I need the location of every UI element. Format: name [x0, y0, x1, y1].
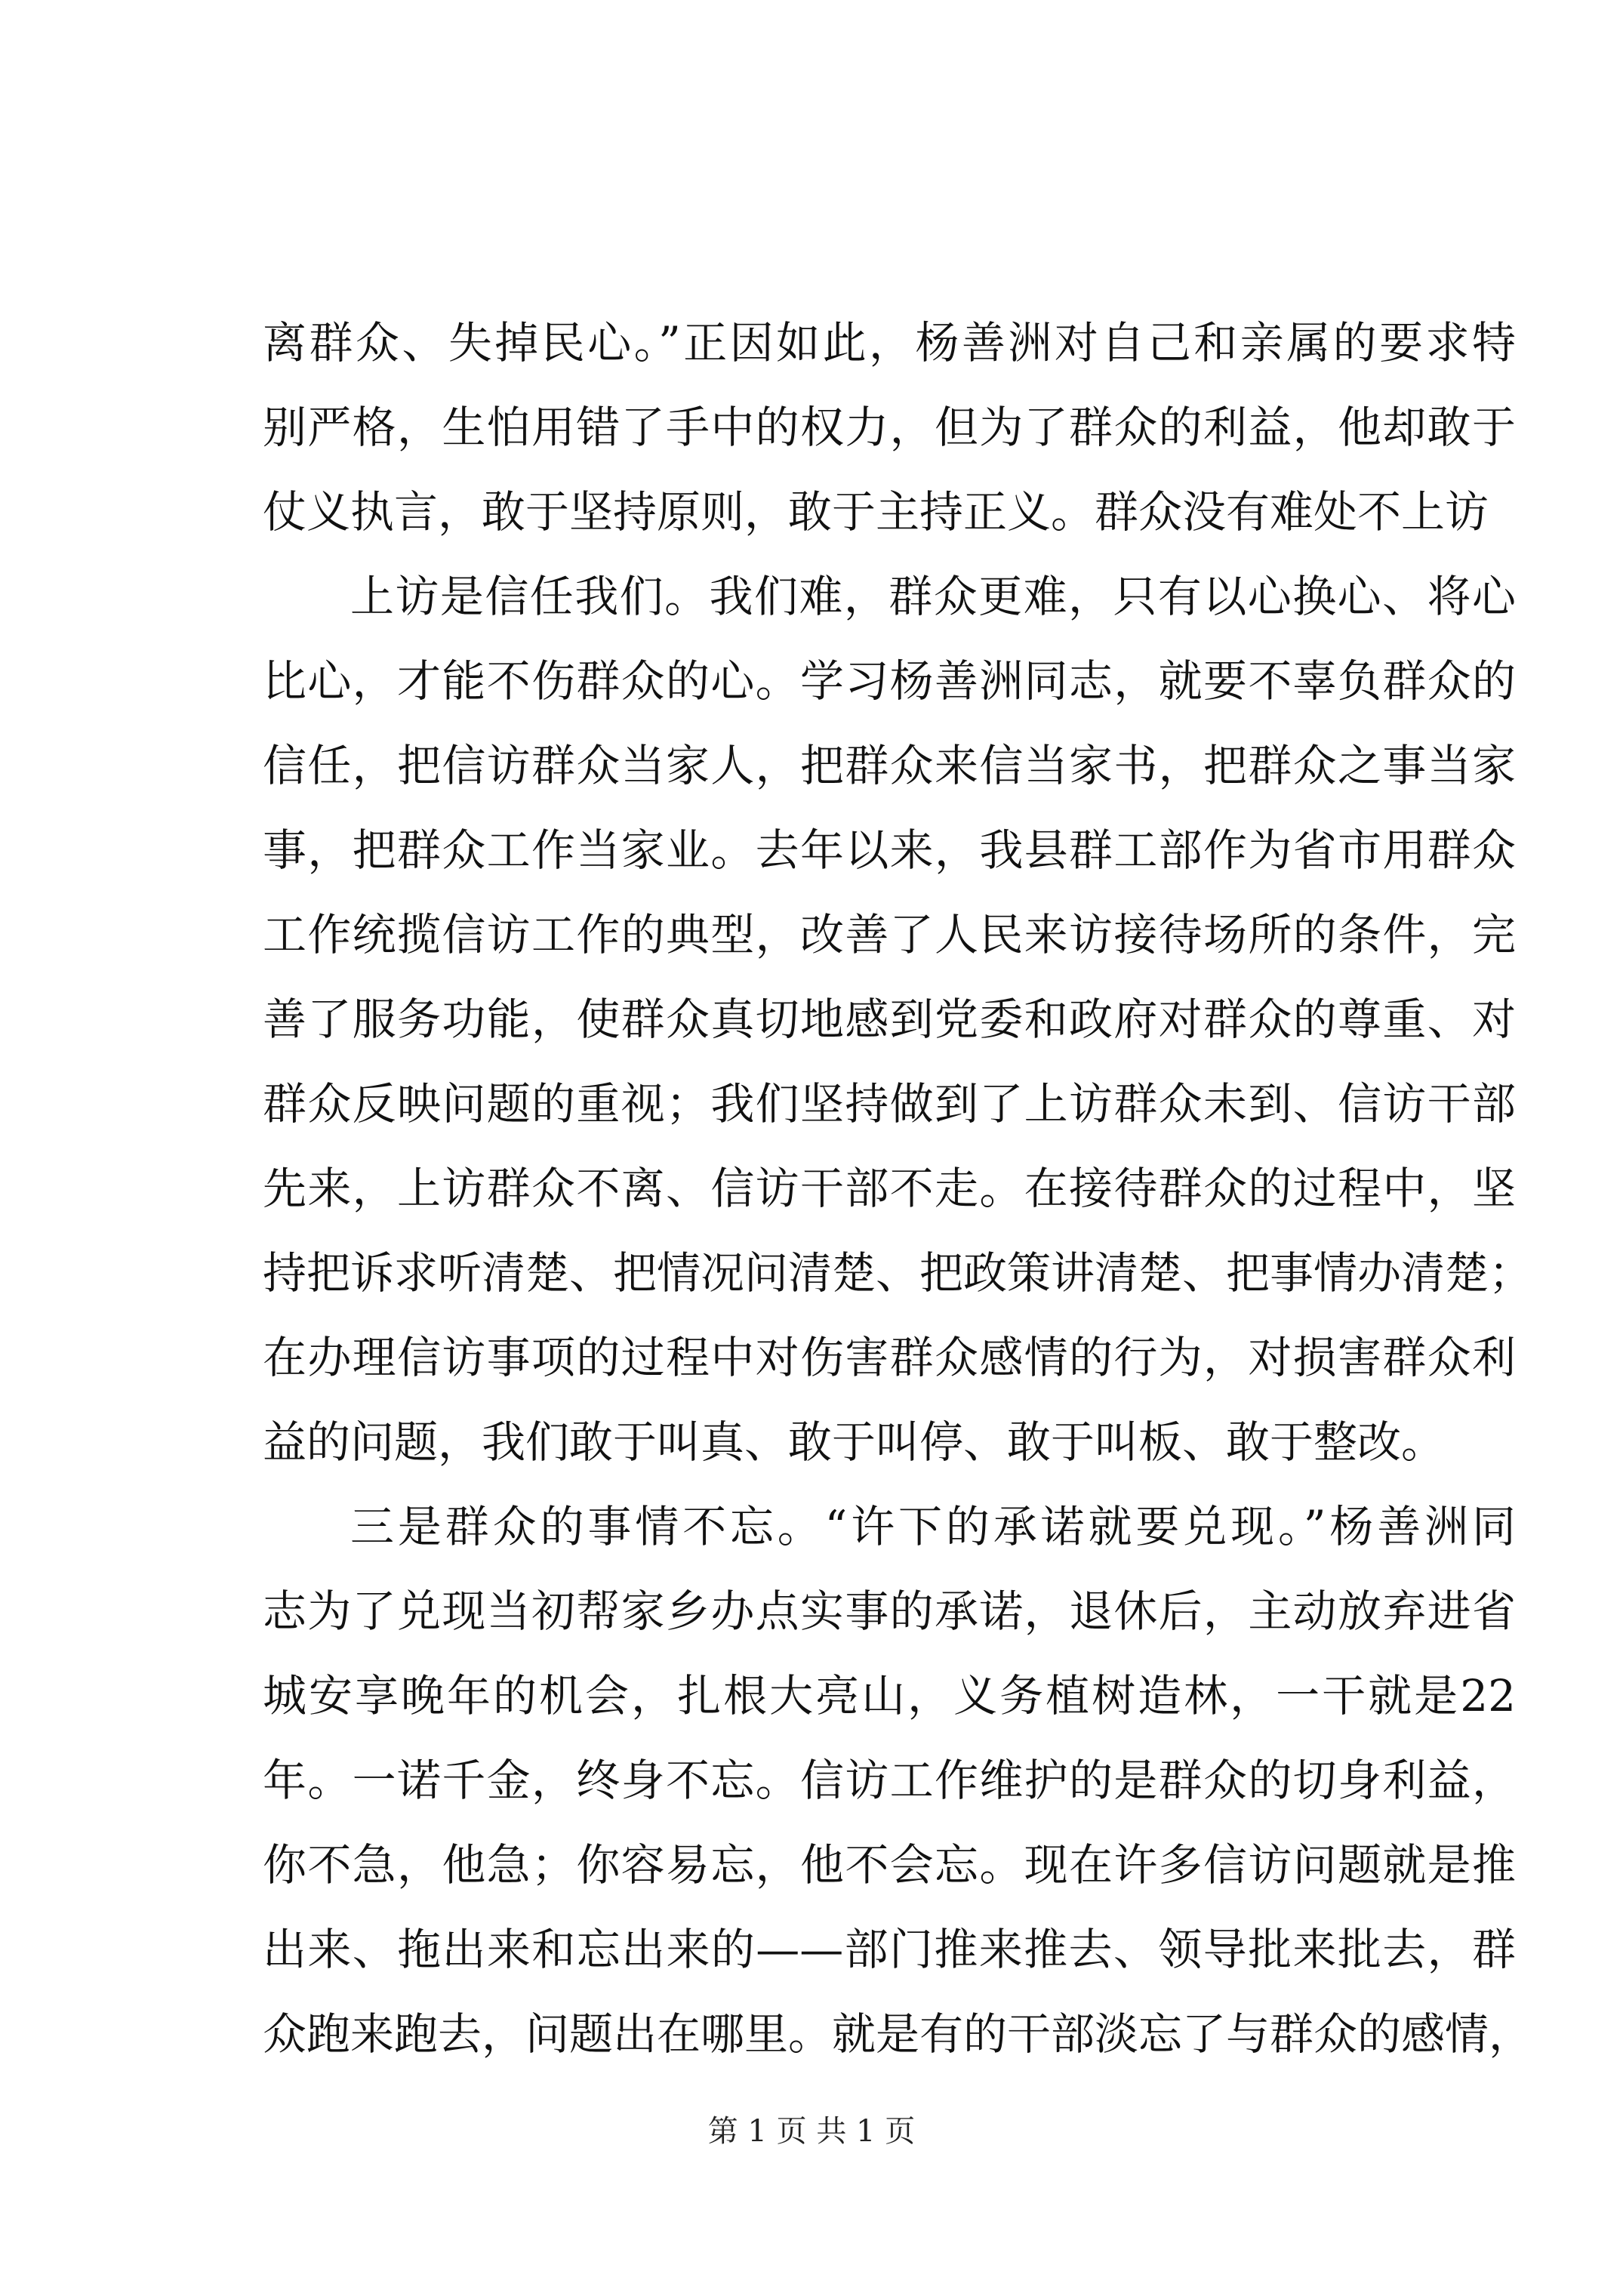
text-line: 你不急，他急；你容易忘，他不会忘。现在许多信访问题就是推 — [263, 1839, 1516, 1891]
text-line: 出来、拖出来和忘出来的——部门推来推去、领导批来批去，群 — [263, 1924, 1516, 1975]
text-line: 事，把群众工作当家业。去年以来，我县群工部作为省市用群众 — [263, 824, 1516, 876]
text-line: 善了服务功能，使群众真切地感到党委和政府对群众的尊重、对 — [263, 994, 1516, 1045]
text-line: 别严格，生怕用错了手中的权力，但为了群众的利益，他却敢于 — [263, 402, 1516, 453]
text-line: 比心，才能不伤群众的心。学习杨善洲同志，就要不辜负群众的 — [263, 655, 1516, 707]
text-line: 城安享晚年的机会，扎根大亮山，义务植树造林，一干就是22 — [263, 1670, 1516, 1721]
text-line: 先来，上访群众不离、信访干部不走。在接待群众的过程中，坚 — [263, 1163, 1516, 1214]
text-line: 众跑来跑去，问题出在哪里。就是有的干部淡忘了与群众的感情， — [263, 2008, 1533, 2060]
text-line: 群众反映问题的重视；我们坚持做到了上访群众未到、信访干部 — [263, 1078, 1516, 1130]
text-line: 仗义执言，敢于坚持原则，敢于主持正义。群众没有难处不上访 — [263, 486, 1489, 538]
text-line: 上访是信任我们。我们难，群众更难，只有以心换心、将心 — [350, 571, 1516, 622]
text-line: 持把诉求听清楚、把情况问清楚、把政策讲清楚、把事情办清楚； — [263, 1247, 1533, 1299]
text-line: 工作统揽信访工作的典型，改善了人民来访接待场所的条件，完 — [263, 909, 1516, 960]
text-line: 益的问题，我们敢于叫真、敢于叫停、敢于叫板、敢于整改。 — [263, 1416, 1446, 1468]
text-line: 志为了兑现当初帮家乡办点实事的承诺，退休后，主动放弃进省 — [263, 1586, 1516, 1637]
text-line: 在办理信访事项的过程中对伤害群众感情的行为，对损害群众利 — [263, 1332, 1516, 1383]
text-line: 信任，把信访群众当家人，把群众来信当家书，把群众之事当家 — [263, 740, 1516, 791]
text-line: 三是群众的事情不忘。“许下的承诺就要兑现。”杨善洲同 — [350, 1501, 1516, 1552]
text-line: 离群众、失掉民心。”正因如此，杨善洲对自己和亲属的要求特 — [263, 317, 1516, 368]
text-line: 年。一诺千金，终身不忘。信访工作维护的是群众的切身利益， — [263, 1755, 1516, 1806]
page-number-footer: 第 1 页 共 1 页 — [707, 2114, 916, 2149]
document-body — [263, 300, 1533, 2076]
